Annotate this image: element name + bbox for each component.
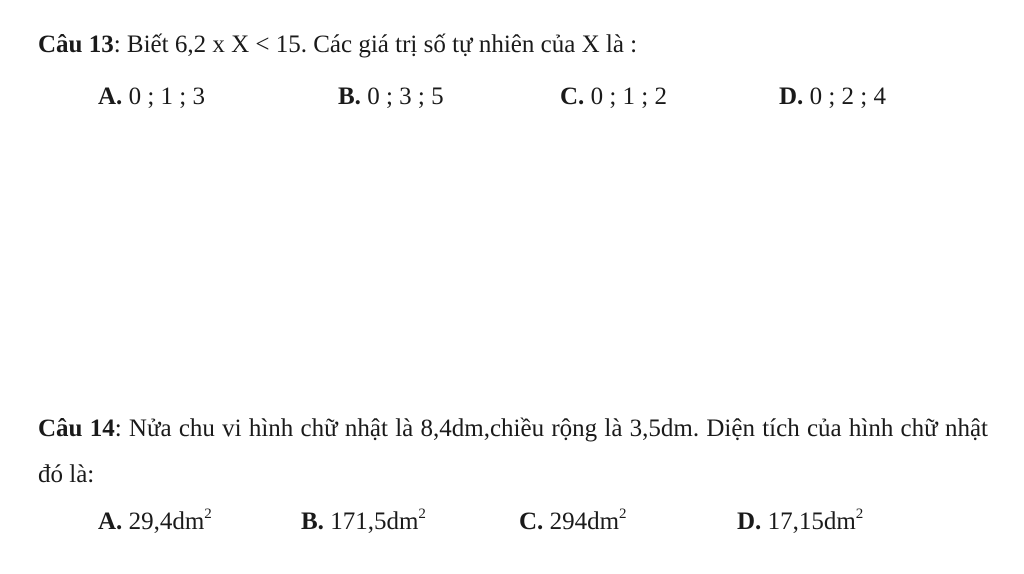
question-13-label: Câu 13	[38, 31, 114, 58]
q14-option-c-exponent: 2	[619, 505, 627, 522]
q14-option-d-value: 17,15dm	[761, 508, 856, 535]
q13-option-d-text: 0 ; 2 ; 4	[803, 83, 886, 110]
q13-option-b-letter: B.	[338, 83, 361, 110]
q14-option-b[interactable]	[301, 507, 426, 537]
q14-option-d[interactable]	[737, 507, 863, 537]
q14-option-d-letter: D.	[737, 508, 762, 535]
question-13	[38, 30, 637, 60]
q14-option-c-letter: C.	[519, 508, 544, 535]
q13-option-a-text: 0 ; 1 ; 3	[122, 83, 205, 110]
q14-option-b-exponent: 2	[418, 505, 426, 522]
q14-option-a-exponent: 2	[204, 505, 212, 522]
q13-option-b-text: 0 ; 3 ; 5	[360, 83, 444, 110]
q13-option-c-letter: C.	[560, 83, 585, 110]
q13-option-a-letter: A.	[98, 83, 123, 110]
q14-option-a[interactable]	[98, 507, 212, 537]
q13-option-c-text: 0 ; 1 ; 2	[584, 83, 667, 110]
q14-option-c-value: 294dm	[543, 508, 620, 535]
q13-option-d[interactable]	[779, 82, 886, 112]
q14-option-b-letter: B.	[301, 508, 324, 535]
q13-option-c[interactable]	[560, 82, 667, 112]
q14-option-c[interactable]	[519, 507, 627, 537]
q14-option-a-value: 29,4dm	[122, 508, 205, 535]
question-14-label: Câu 14	[38, 415, 115, 442]
q13-option-a[interactable]	[98, 82, 205, 112]
q14-option-b-value: 171,5dm	[323, 508, 419, 535]
q13-option-d-letter: D.	[779, 83, 804, 110]
q14-option-a-letter: A.	[98, 508, 123, 535]
question-14	[38, 406, 988, 498]
q13-option-b[interactable]	[338, 82, 444, 112]
question-13-text: : Biết 6,2 x X < 15. Các giá trị số tự nhiên của X là :	[113, 31, 638, 58]
question-14-text: : Nửa chu vi hình chữ nhật là 8,4dm,chiều rộng là 3,5dm. Diện tích của hình chữ nhật đó là:	[38, 415, 988, 488]
q14-option-d-exponent: 2	[855, 505, 864, 522]
